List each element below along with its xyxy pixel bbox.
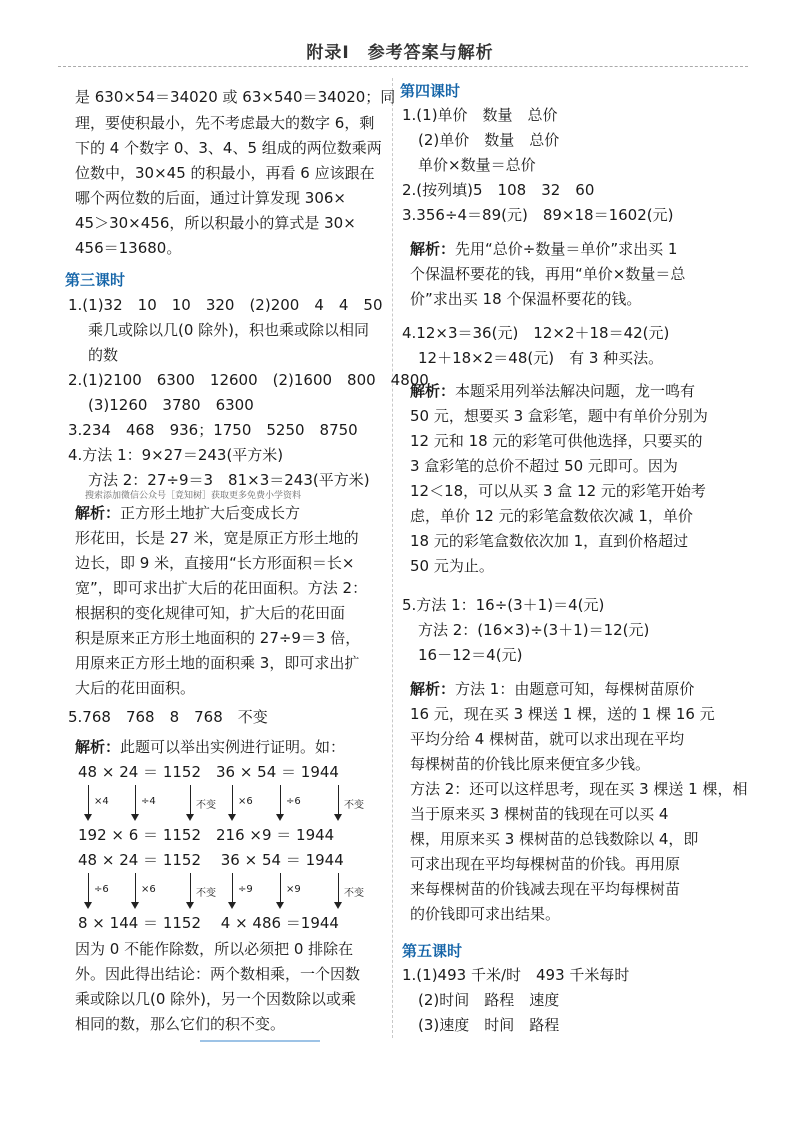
answer-q1: 1.(1)单价 数量 总价 — [402, 106, 558, 124]
continued-text-line: 下的 4 个数字 0、3、4、5 组成的两位数乘两 — [75, 139, 382, 157]
analysis-paragraph-line: 12＜18，可以从买 3 盒 12 元的彩笔开始考 — [410, 482, 706, 500]
operation-label: 不变 — [196, 888, 216, 899]
analysis-paragraph-line: 12 元和 18 元的彩笔可供他选择，只要买的 — [410, 432, 703, 450]
down-arrow-icon — [232, 873, 233, 903]
down-arrow-icon — [338, 785, 339, 815]
answer-q1-line: 乘几或除以几(0 除外)，积也乘或除以相同 — [88, 321, 370, 339]
answer-q3: 3.356÷4＝89(元) 89×18＝1602(元) — [402, 206, 674, 224]
operation-label: ÷9 — [238, 884, 253, 895]
operation-label: ×6 — [238, 796, 253, 807]
equation-row: 192 × 6 ＝ 1152 216 ×9 ＝ 1944 — [78, 826, 335, 844]
analysis-paragraph-line: 当于原来买 3 棵树苗的钱现在可以买 4 — [410, 805, 669, 823]
down-arrow-icon — [232, 785, 233, 815]
answer-q4-line: 12＋18×2＝48(元) 有 3 种买法。 — [418, 349, 664, 367]
down-arrow-icon — [338, 873, 339, 903]
conclusion-line: 外。因此得出结论：两个数相乘，一个因数 — [75, 965, 361, 983]
analysis-paragraph-line: 宽”，即可求出扩大后的花田面积。方法 2： — [75, 579, 368, 597]
equation-row: 48 × 24 ＝ 1152 36 × 54 ＝ 1944 — [78, 851, 344, 869]
operation-label: ×9 — [286, 884, 301, 895]
answer-q4: 4.方法 1：9×27＝243(平方米) — [68, 446, 284, 464]
analysis-paragraph-line: 3 盒彩笔的总价不超过 50 元即可。因为 — [410, 457, 678, 475]
conclusion-line: 相同的数，那么它们的积不变。 — [75, 1015, 286, 1033]
equation-row: 48 × 24 ＝ 1152 36 × 54 ＝ 1944 — [78, 763, 339, 781]
analysis-paragraph-line: 的价钱即可求出结果。 — [410, 905, 561, 923]
analysis-paragraph-line: 来每棵树苗的价钱减去现在平均每棵树苗 — [410, 880, 681, 898]
down-arrow-icon — [88, 785, 89, 815]
continued-text-line: 哪个两位数的后面，通过计算发现 306× — [75, 189, 346, 207]
down-arrow-icon — [135, 873, 136, 903]
page-header-title: 附录Ⅰ 参考答案与解析 — [306, 43, 494, 63]
answer-q1-line: 单价×数量＝总价 — [418, 156, 536, 174]
continued-text-line: 45＞30×456，所以积最小的算式是 30× — [75, 214, 356, 232]
answer-q2: 2.(按列填)5 108 32 60 — [402, 181, 595, 199]
analysis-text: 先用“总价÷数量＝单价”求出买 1 — [455, 240, 678, 258]
operation-label: ÷4 — [141, 796, 156, 807]
analysis-paragraph-line: 根据积的变化规律可知，扩大后的花田面 — [75, 604, 346, 622]
analysis-label: 解析： — [410, 680, 456, 698]
operation-label: 不变 — [344, 800, 364, 811]
answer-q1: 1.(1)32 10 10 320 (2)200 4 4 50 — [68, 296, 383, 314]
continued-text-line: 位数中，30×45 的积最小，再看 6 应该跟在 — [75, 164, 375, 182]
down-arrow-icon — [280, 873, 281, 903]
analysis-paragraph-line: 个保温杯要花的钱，再用“单价×数量＝总 — [410, 265, 686, 283]
conclusion-line: 因为 0 不能作除数，所以必须把 0 排除在 — [75, 940, 354, 958]
down-arrow-icon — [280, 785, 281, 815]
continued-text-line: 理，要使积最小，先不考虑最大的数字 6，剩 — [75, 114, 375, 132]
analysis-paragraph-line: 16 元，现在买 3 棵送 1 棵，送的 1 棵 16 元 — [410, 705, 715, 723]
analysis-paragraph-line — [75, 738, 345, 756]
analysis-paragraph-line: 边长，即 9 米，直接用“长方形面积＝长× — [75, 554, 355, 572]
answer-q5: 5.方法 1：16÷(3＋1)＝4(元) — [402, 596, 605, 614]
analysis-label: 解析： — [75, 504, 121, 522]
down-arrow-icon — [190, 785, 191, 815]
answer-q1-line: 的数 — [88, 346, 119, 364]
analysis-paragraph-line: 形花田，长是 27 米，宽是原正方形土地的 — [75, 529, 359, 547]
answer-q4-line: 方法 2：27÷9＝3 81×3＝243(平方米) — [88, 471, 370, 489]
down-arrow-icon — [135, 785, 136, 815]
analysis-paragraph-line: 方法 2：还可以这样思考，现在买 3 棵送 1 棵，相 — [410, 780, 748, 798]
section-title-lesson-4: 第四课时 — [400, 82, 461, 100]
operation-label: ÷6 — [286, 796, 301, 807]
analysis-paragraph-line: 用原来正方形土地的面积乘 3，即可求出扩 — [75, 654, 360, 672]
analysis-text: 本题采用列举法解决问题，龙一鸣有 — [455, 382, 696, 400]
operation-label: ÷6 — [94, 884, 109, 895]
analysis-paragraph-line: 50 元，想要买 3 盒彩笔，题中有单价分别为 — [410, 407, 708, 425]
answer-lesson5-q1-line: (2)时间 路程 速度 — [418, 991, 560, 1009]
analysis-paragraph-line: 大后的花田面积。 — [75, 679, 196, 697]
conclusion-line: 乘或除以几(0 除外)，另一个因数除以或乘 — [75, 990, 357, 1008]
answer-q1-line: (2)单价 数量 总价 — [418, 131, 560, 149]
continued-text-line: 是 630×54＝34020 或 63×540＝34020；同 — [75, 88, 396, 106]
analysis-label: 解析： — [410, 240, 456, 258]
operation-label: 不变 — [344, 888, 364, 899]
analysis-text: 此题可以举出实例进行证明。如： — [120, 738, 346, 756]
operation-label: ×4 — [94, 796, 109, 807]
answer-q4: 4.12×3＝36(元) 12×2＋18＝42(元) — [402, 324, 670, 342]
answer-q5: 5.768 768 8 768 不变 — [68, 708, 268, 726]
down-arrow-icon — [88, 873, 89, 903]
equation-row: 8 × 144 ＝ 1152 4 × 486 ＝1944 — [78, 914, 339, 932]
analysis-paragraph-line: 每棵树苗的价钱比原来便宜多少钱。 — [410, 755, 651, 773]
analysis-label: 解析： — [75, 738, 121, 756]
answer-q5-line: 方法 2：(16×3)÷(3＋1)＝12(元) — [418, 621, 650, 639]
operation-label: ×6 — [141, 884, 156, 895]
header-divider — [58, 66, 748, 67]
answer-lesson5-q1-line: (3)速度 时间 路程 — [418, 1016, 560, 1034]
analysis-paragraph-line — [410, 680, 694, 698]
analysis-paragraph-line: 虑，单价 12 元的彩笔盒数依次减 1，单价 — [410, 507, 693, 525]
answer-q3: 3.234 468 936；1750 5250 8750 — [68, 421, 358, 439]
answer-q2: 2.(1)2100 6300 12600 (2)1600 800 4800 — [68, 371, 429, 389]
down-arrow-icon — [190, 873, 191, 903]
continued-text-line: 456＝13680。 — [75, 239, 182, 257]
analysis-paragraph-line — [410, 382, 695, 400]
analysis-paragraph-line: 平均分给 4 棵树苗，就可以求出现在平均 — [410, 730, 685, 748]
analysis-paragraph-line: 可求出现在平均每棵树苗的价钱。再用原 — [410, 855, 681, 873]
answer-lesson5-q1: 1.(1)493 千米/时 493 千米每时 — [402, 966, 630, 984]
watermark-text: 搜索添加微信公众号［竟知树］获取更多免费小学资料 — [85, 491, 302, 501]
analysis-paragraph-line: 积是原来正方形土地面积的 27÷9＝3 倍， — [75, 629, 361, 647]
analysis-paragraph-line — [75, 504, 300, 522]
analysis-paragraph-line — [410, 240, 677, 258]
section-title-lesson-3: 第三课时 — [65, 271, 126, 289]
section-title-lesson-5: 第五课时 — [402, 942, 463, 960]
analysis-text: 正方形土地扩大后变成长方 — [120, 504, 301, 522]
analysis-paragraph-line: 18 元的彩笔盒数依次加 1，直到价格超过 — [410, 532, 689, 550]
analysis-paragraph-line: 价”求出买 18 个保温杯要花的钱。 — [410, 290, 642, 308]
analysis-paragraph-line: 50 元为止。 — [410, 557, 494, 575]
analysis-label: 解析： — [410, 382, 456, 400]
operation-label: 不变 — [196, 800, 216, 811]
column-divider — [392, 78, 393, 1038]
analysis-text: 方法 1：由题意可知，每棵树苗原价 — [455, 680, 695, 698]
footer-decoration — [200, 1040, 320, 1042]
answer-q5-line: 16－12＝4(元) — [418, 646, 523, 664]
answer-q2-line: (3)1260 3780 6300 — [88, 396, 254, 414]
analysis-paragraph-line: 棵，用原来买 3 棵树苗的总钱数除以 4，即 — [410, 830, 699, 848]
